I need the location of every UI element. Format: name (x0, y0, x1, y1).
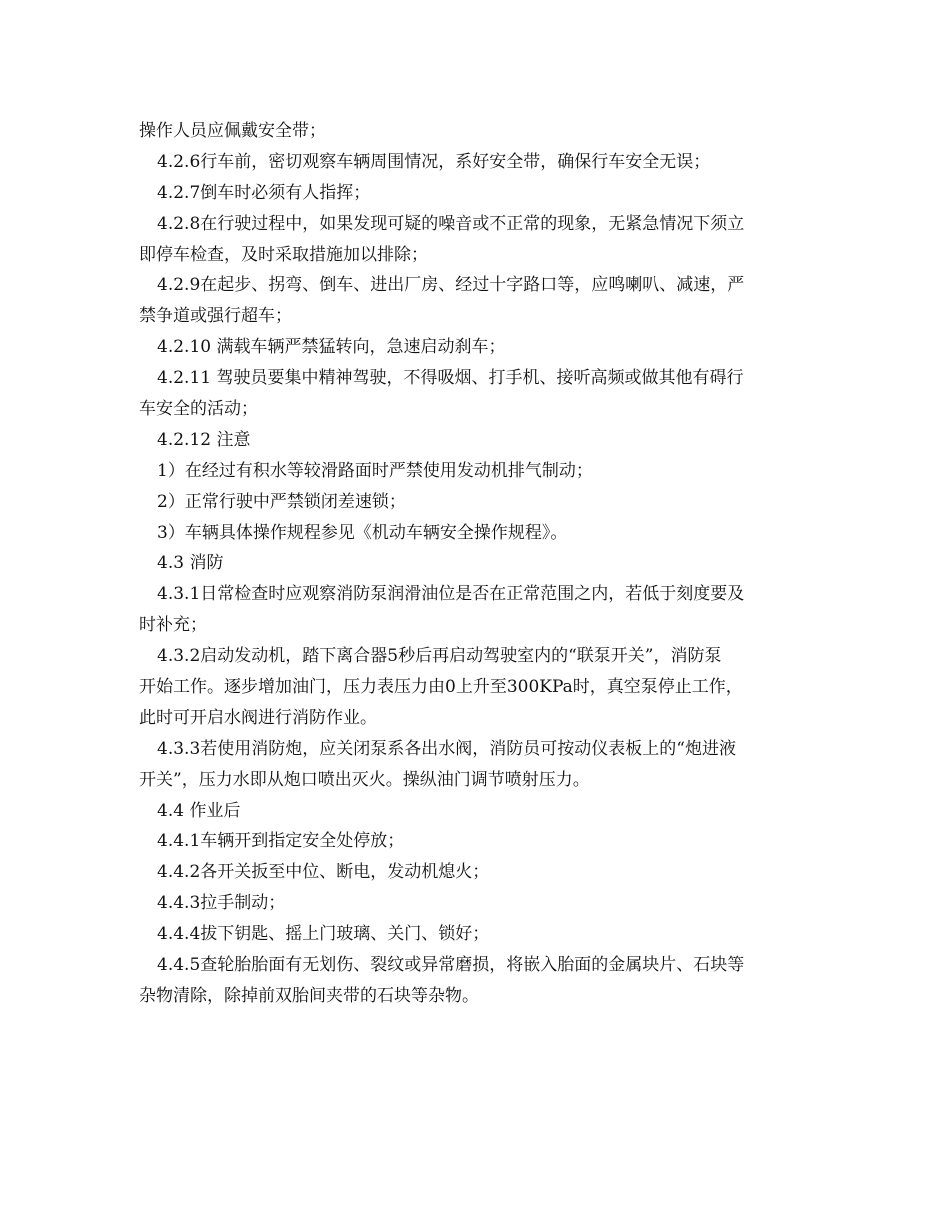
text-line: 4.4.5查轮胎胎面有无划伤、裂纹或异常磨损，将嵌入胎面的金属块片、石块等 (157, 955, 745, 976)
text-line: 时补充； (139, 615, 207, 636)
text-line: 4.2.9在起步、拐弯、倒车、进出厂房、经过十字路口等，应鸣喇叭、减速，严 (157, 275, 745, 296)
text-line: 4.2.8在行驶过程中，如果发现可疑的噪音或不正常的现象，无紧急情况下须立 (157, 213, 745, 234)
text-line: 4.2.11 驾驶员要集中精神驾驶，不得吸烟、打手机、接听高频或做其他有碍行 (157, 368, 744, 389)
text-line: 4.4.2各开关扳至中位、断电，发动机熄火； (157, 862, 490, 883)
text-line: 2）正常行驶中严禁锁闭差速锁； (157, 491, 406, 512)
section-heading: 4.4 作业后 (157, 800, 241, 821)
text-line: 4.2.12 注意 (157, 429, 251, 450)
text-line: 4.2.10 满载车辆严禁猛转向，急速启动刹车； (157, 337, 506, 358)
text-line: 车安全的活动； (139, 399, 258, 420)
text-line: 4.2.6行车前，密切观察车辆周围情况，系好安全带，确保行车安全无误； (157, 151, 711, 172)
text-line: 开关”，压力水即从炮口喷出灭火。操纵油门调节喷射压力。 (139, 769, 590, 790)
text-line: 4.2.7倒车时必须有人指挥； (157, 182, 371, 203)
text-line: 即停车检查，及时采取措施加以排除； (139, 244, 428, 265)
document-body (139, 116, 819, 1012)
text-line: 4.3.1日常检查时应观察消防泵润滑油位是否在正常范围之内，若低于刻度要及 (157, 584, 745, 605)
text-line: 禁争道或强行超车； (139, 306, 292, 327)
text-line: 此时可开启水阀进行消防作业。 (139, 707, 377, 728)
text-line: 4.3.3若使用消防炮，应关闭泵系各出水阀，消防员可按动仪表板上的“炮进液 (157, 738, 736, 759)
text-line: 开始工作。逐步增加油门，压力表压力由0上升至300KPa时，真空泵停止工作， (139, 677, 743, 698)
text-line: 4.4.1车辆开到指定安全处停放； (157, 831, 405, 852)
text-line: 3）车辆具体操作规程参见《机动车辆安全操作规程》。 (157, 522, 568, 543)
text-line: 4.3.2启动发动机，踏下离合器5秒后再启动驾驶室内的“联泵开关”，消防泵 (157, 646, 722, 667)
text-line: 1）在经过有积水等较滑路面时严禁使用发动机排气制动； (157, 460, 593, 481)
text-line: 4.4.3拉手制动； (157, 893, 286, 914)
section-heading: 4.3 消防 (157, 553, 224, 574)
text-line: 操作人员应佩戴安全带； (139, 121, 326, 141)
text-line: 杂物清除，除掉前双胎间夹带的石块等杂物。 (139, 985, 479, 1006)
text-line: 4.4.4拔下钥匙、摇上门玻璃、关门、锁好； (157, 924, 490, 945)
